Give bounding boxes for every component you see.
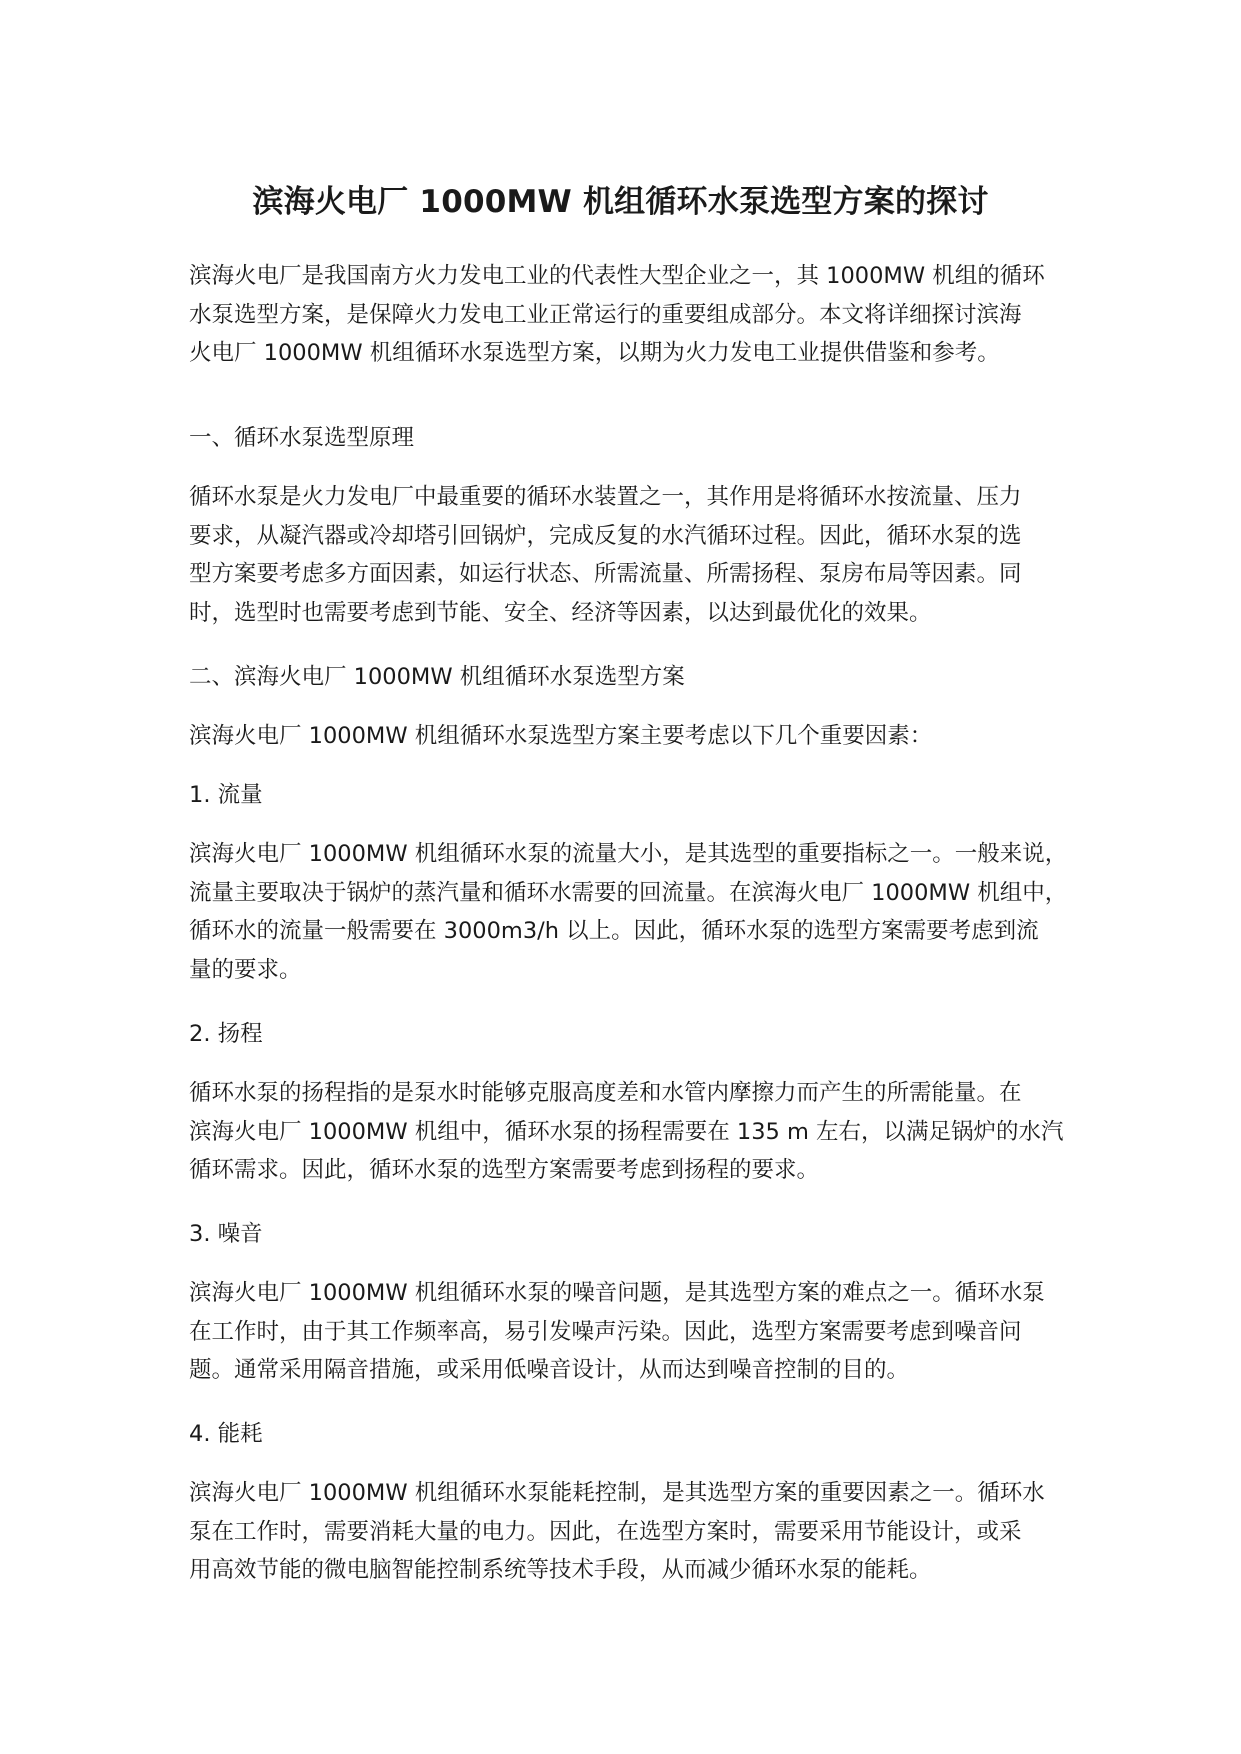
factor1-heading: 1. 流量 — [189, 782, 263, 808]
intro-paragraph — [189, 257, 1059, 373]
paragraph-line: 时，选型时也需要考虑到节能、安全、经济等因素，以达到最优化的效果。 — [189, 599, 932, 626]
paragraph-line: 火电厂 1000MW 机组循环水泵选型方案，以期为火力发电工业提供借鉴和参考。 — [189, 340, 1000, 366]
paragraph-line: 滨海火电厂 1000MW 机组中，循环水泵的扬程需要在 135 m 左右，以满足锅炉的水汽 — [189, 1118, 1064, 1145]
section1-heading: 一、循环水泵选型原理 — [189, 425, 415, 451]
factor4-paragraph — [189, 1474, 1059, 1590]
paragraph-line: 要求，从凝汽器或冷却塔引回锅炉，完成反复的水汽循环过程。因此，循环水泵的选 — [189, 522, 1022, 549]
document-title: 滨海火电厂 1000MW 机组循环水泵选型方案的探讨 — [252, 184, 989, 220]
factor2-paragraph — [189, 1074, 1064, 1190]
paragraph-line: 滨海火电厂 1000MW 机组循环水泵的流量大小，是其选型的重要指标之一。一般来说， — [189, 841, 1068, 867]
section2-heading: 二、滨海火电厂 1000MW 机组循环水泵选型方案 — [189, 664, 685, 690]
paragraph-line: 滨海火电厂 1000MW 机组循环水泵的噪音问题，是其选型方案的难点之一。循环水泵 — [189, 1280, 1045, 1306]
paragraph-line: 型方案要考虑多方面因素，如运行状态、所需流量、所需扬程、泵房布局等因素。同 — [189, 561, 1022, 587]
paragraph-line: 用高效节能的微电脑智能控制系统等技术手段，从而减少循环水泵的能耗。 — [189, 1557, 932, 1583]
paragraph-line: 题。通常采用隔音措施，或采用低噪音设计，从而达到噪音控制的目的。 — [189, 1357, 910, 1383]
paragraph-line: 滨海火电厂是我国南方火力发电工业的代表性大型企业之一，其 1000MW 机组的循环 — [189, 263, 1045, 289]
paragraph-line: 循环需求。因此，循环水泵的选型方案需要考虑到扬程的要求。 — [189, 1157, 820, 1183]
paragraph-line: 量的要求。 — [189, 956, 302, 983]
factor3-heading: 3. 噪音 — [189, 1221, 263, 1247]
paragraph-line: 循环水的流量一般需要在 3000m3/h 以上。因此，循环水泵的选型方案需要考虑到流 — [189, 918, 1039, 944]
paragraph-line: 循环水泵是火力发电厂中最重要的循环水装置之一，其作用是将循环水按流量、压力 — [189, 484, 1022, 510]
paragraph-line: 滨海火电厂 1000MW 机组循环水泵能耗控制，是其选型方案的重要因素之一。循环水 — [189, 1480, 1045, 1506]
paragraph-line: 水泵选型方案，是保障火力发电工业正常运行的重要组成部分。本文将详细探讨滨海 — [189, 301, 1022, 328]
paragraph-line: 循环水泵的扬程指的是泵水时能够克服高度差和水管内摩擦力而产生的所需能量。在 — [189, 1080, 1022, 1106]
factor1-paragraph — [189, 835, 1068, 989]
section1-paragraph — [189, 478, 1059, 632]
factor3-paragraph — [189, 1274, 1059, 1390]
factor2-heading: 2. 扬程 — [189, 1021, 263, 1047]
paragraph-line: 泵在工作时，需要消耗大量的电力。因此，在选型方案时，需要采用节能设计，或采 — [189, 1518, 1022, 1545]
factor4-heading: 4. 能耗 — [189, 1421, 263, 1447]
section2-paragraph — [189, 717, 1059, 756]
paragraph-line: 流量主要取决于锅炉的蒸汽量和循环水需要的回流量。在滨海火电厂 1000MW 机组中， — [189, 879, 1068, 906]
paragraph-line: 在工作时，由于其工作频率高，易引发噪声污染。因此，选型方案需要考虑到噪音问 — [189, 1318, 1022, 1345]
paragraph-line: 滨海火电厂 1000MW 机组循环水泵选型方案主要考虑以下几个重要因素： — [189, 723, 933, 749]
